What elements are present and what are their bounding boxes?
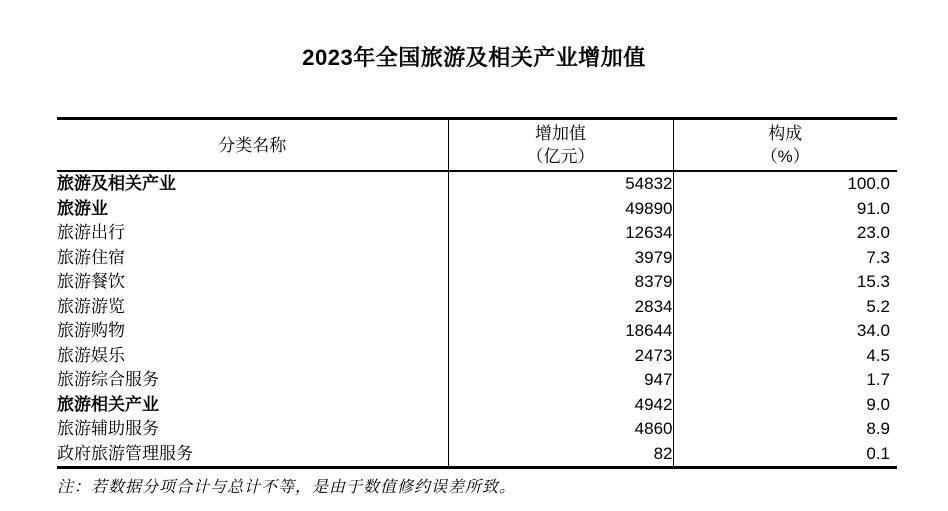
cell-value: 4942 (448, 393, 673, 418)
header-category (57, 119, 448, 172)
cell-value: 3979 (448, 246, 673, 271)
cell-value: 4860 (448, 417, 673, 442)
cell-value: 54832 (448, 171, 673, 197)
cell-value: 12634 (448, 221, 673, 246)
cell-category: 旅游业 (57, 198, 108, 218)
cell-value: 2834 (448, 295, 673, 320)
cell-share: 0.1 (673, 442, 897, 468)
table-row (57, 197, 897, 222)
table-row (57, 295, 897, 320)
cell-share: 100.0 (673, 171, 897, 197)
cell-category: 旅游餐饮 (57, 272, 125, 291)
table-row (57, 171, 897, 197)
cell-share: 1.7 (673, 368, 897, 393)
cell-share: 15.3 (673, 270, 897, 295)
cell-category: 旅游综合服务 (57, 370, 159, 389)
cell-value: 2473 (448, 344, 673, 369)
cell-category: 旅游及相关产业 (57, 174, 176, 193)
table-row (57, 221, 897, 246)
header-category-label: 分类名称 (218, 135, 287, 155)
table-row (57, 270, 897, 295)
cell-value: 947 (448, 368, 673, 393)
cell-value: 18644 (448, 319, 673, 344)
header-value-line2: （亿元） (526, 147, 595, 166)
cell-category: 旅游相关产业 (57, 394, 159, 414)
table-row (57, 319, 897, 344)
statistics-table (57, 117, 897, 469)
table-row (57, 393, 897, 418)
table-row (57, 344, 897, 369)
cell-share: 7.3 (673, 246, 897, 271)
table-body (57, 171, 897, 468)
header-value-line1: 增加值 (535, 124, 586, 143)
header-value (448, 119, 673, 172)
cell-category: 旅游游览 (57, 296, 125, 316)
header-share-line1: 构成 (768, 124, 803, 143)
cell-category: 政府旅游管理服务 (57, 443, 193, 463)
cell-value: 49890 (448, 197, 673, 222)
table-row (57, 246, 897, 271)
cell-share: 34.0 (673, 319, 897, 344)
page-title: 2023年全国旅游及相关产业增加值 (302, 45, 646, 70)
footnote: 注：若数据分项合计与总计不等，是由于数值修约误差所致。 (57, 479, 517, 496)
header-row (57, 119, 897, 172)
cell-category: 旅游住宿 (57, 247, 125, 267)
cell-value: 82 (448, 442, 673, 468)
table-container (57, 117, 897, 469)
cell-share: 4.5 (673, 344, 897, 369)
cell-category: 旅游出行 (57, 223, 125, 242)
table-row (57, 417, 897, 442)
header-share (673, 119, 897, 172)
cell-share: 23.0 (673, 221, 897, 246)
cell-category: 旅游购物 (57, 321, 125, 340)
cell-value: 8379 (448, 270, 673, 295)
cell-share: 9.0 (673, 393, 897, 418)
cell-category: 旅游辅助服务 (57, 419, 159, 438)
cell-category: 旅游娱乐 (57, 345, 125, 365)
table-row (57, 368, 897, 393)
cell-share: 91.0 (673, 197, 897, 222)
header-share-line2: （%） (760, 147, 810, 166)
table-row (57, 442, 897, 468)
cell-share: 5.2 (673, 295, 897, 320)
cell-share: 8.9 (673, 417, 897, 442)
